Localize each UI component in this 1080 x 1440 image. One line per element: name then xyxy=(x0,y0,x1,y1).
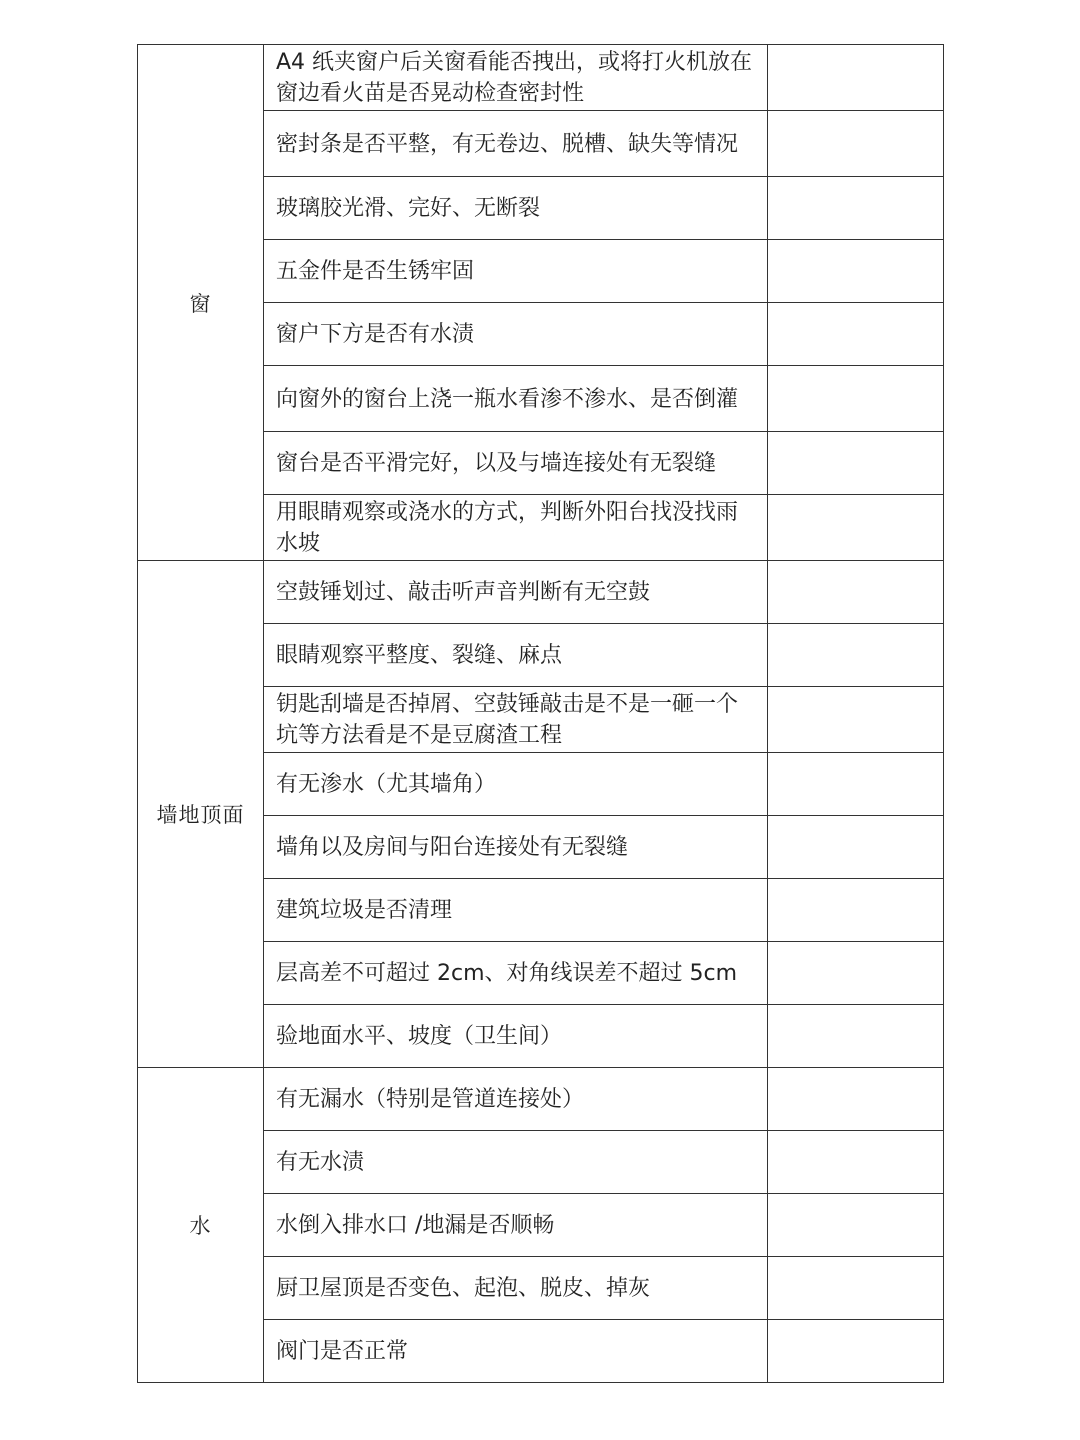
result-cell[interactable] xyxy=(768,1320,944,1383)
result-cell[interactable] xyxy=(768,1257,944,1320)
check-item: 五金件是否生锈牢固 xyxy=(264,240,768,303)
check-item: 水倒入排水口 /地漏是否顺畅 xyxy=(264,1194,768,1257)
result-cell[interactable] xyxy=(768,561,944,624)
category-cell-water: 水 xyxy=(138,1068,264,1383)
check-item: 有无漏水（特别是管道连接处） xyxy=(264,1068,768,1131)
result-cell[interactable] xyxy=(768,366,944,432)
result-cell[interactable] xyxy=(768,879,944,942)
result-cell[interactable] xyxy=(768,1194,944,1257)
check-item: 密封条是否平整，有无卷边、脱槽、缺失等情况 xyxy=(264,111,768,177)
check-item: 向窗外的窗台上浇一瓶水看渗不渗水、是否倒灌 xyxy=(264,366,768,432)
result-cell[interactable] xyxy=(768,177,944,240)
result-cell[interactable] xyxy=(768,1068,944,1131)
check-item: 玻璃胶光滑、完好、无断裂 xyxy=(264,177,768,240)
check-item: 窗户下方是否有水渍 xyxy=(264,303,768,366)
check-item: 眼睛观察平整度、裂缝、麻点 xyxy=(264,624,768,687)
check-item: 阀门是否正常 xyxy=(264,1320,768,1383)
result-cell[interactable] xyxy=(768,45,944,111)
result-cell[interactable] xyxy=(768,240,944,303)
check-item: 有无水渍 xyxy=(264,1131,768,1194)
table-row xyxy=(138,1068,944,1131)
result-cell[interactable] xyxy=(768,495,944,561)
result-cell[interactable] xyxy=(768,432,944,495)
check-item: 墙角以及房间与阳台连接处有无裂缝 xyxy=(264,816,768,879)
check-item: 钥匙刮墙是否掉屑、空鼓锤敲击是不是一砸一个坑等方法看是不是豆腐渣工程 xyxy=(264,687,768,753)
check-item: 建筑垃圾是否清理 xyxy=(264,879,768,942)
check-item: A4 纸夹窗户后关窗看能否拽出，或将打火机放在窗边看火苗是否晃动检查密封性 xyxy=(264,45,768,111)
category-cell-window: 窗 xyxy=(138,45,264,561)
check-item: 用眼睛观察或浇水的方式，判断外阳台找没找雨水坡 xyxy=(264,495,768,561)
table-row xyxy=(138,561,944,624)
result-cell[interactable] xyxy=(768,942,944,1005)
result-cell[interactable] xyxy=(768,303,944,366)
check-item: 空鼓锤划过、敲击听声音判断有无空鼓 xyxy=(264,561,768,624)
result-cell[interactable] xyxy=(768,1005,944,1068)
result-cell[interactable] xyxy=(768,624,944,687)
check-item: 层高差不可超过 2cm、对角线误差不超过 5cm xyxy=(264,942,768,1005)
table-row xyxy=(138,45,944,111)
result-cell[interactable] xyxy=(768,753,944,816)
check-item: 有无渗水（尤其墙角） xyxy=(264,753,768,816)
check-item: 验地面水平、坡度（卫生间） xyxy=(264,1005,768,1068)
result-cell[interactable] xyxy=(768,111,944,177)
result-cell[interactable] xyxy=(768,687,944,753)
category-cell-walls-floor-ceiling: 墙地顶面 xyxy=(138,561,264,1068)
inspection-checklist-table xyxy=(137,44,944,1383)
check-item: 厨卫屋顶是否变色、起泡、脱皮、掉灰 xyxy=(264,1257,768,1320)
result-cell[interactable] xyxy=(768,816,944,879)
result-cell[interactable] xyxy=(768,1131,944,1194)
check-item: 窗台是否平滑完好，以及与墙连接处有无裂缝 xyxy=(264,432,768,495)
